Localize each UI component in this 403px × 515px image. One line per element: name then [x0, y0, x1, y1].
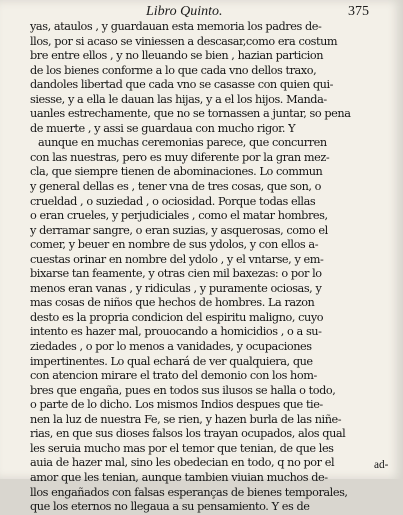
running-title: Libro Quinto.	[146, 4, 223, 19]
text-line: bre entre ellos , y no lleuando se bien , hazian particion	[30, 49, 324, 63]
text-line: amor que les tenian, aunque tambien viuian muchos de-	[30, 470, 328, 484]
text-line: desto es la propria condicion del espiritu maligno, cuyo	[30, 310, 324, 324]
text-line: llos engañados con falsas esperanças de bienes temporales,	[30, 485, 348, 499]
page-number: 375	[348, 4, 369, 19]
text-line: bres que engaña, pues en todos sus ilusos se halla o todo,	[30, 383, 336, 397]
text-line: con atencion mirare el trato del demonio con los hom-	[30, 369, 317, 383]
text-line: menos eran vanas , y ridiculas , y puramente ociosas, y	[30, 281, 322, 295]
text-line: crueldad , o suziedad , o ociosidad. Porque todas ellas	[30, 194, 316, 208]
text-line: de muerte , y assi se guardaua con mucho rigor. Y	[30, 121, 296, 135]
text-line: rias, en que sus dioses falsos los trayan ocupados, alos qual	[30, 427, 346, 441]
text-line: o parte de lo dicho. Los mismos Indios despues que tie-	[30, 398, 323, 412]
text-line: cuestas orinar en nombre del ydolo , y el vntarse, y em-	[30, 252, 324, 266]
text-line: o eran crueles, y perjudiciales , como el matar hombres,	[30, 209, 328, 223]
text-line: comer, y beuer en nombre de sus ydolos, y con ellos a-	[30, 238, 319, 252]
text-line: auia de hazer mal, sino les obedecian en todo, q no por el	[30, 456, 335, 470]
text-line: dandoles libertad que cada vno se casasse con quien qui-	[30, 78, 334, 92]
text-line: siesse, y a ella le dauan las hijas, y a el los hijos. Manda-	[30, 92, 327, 106]
text-line: aunque en muchas ceremonias parece, que concurren	[38, 136, 327, 150]
body-text	[30, 20, 402, 515]
text-line: yas, ataulos , y guardauan esta memoria los padres de-	[30, 20, 322, 33]
text-line: llos, por si acaso se viniessen a descasar,como era costum	[30, 34, 338, 48]
text-line: impertinentes. Lo qual echará de ver qualquiera, que	[30, 354, 313, 368]
catchword: ad-	[374, 459, 389, 471]
text-line: y derramar sangre, o eran suzias, y asquerosas, como el	[30, 223, 328, 237]
text-line: bixarse tan feamente, y otras cien mil baxezas: o por lo	[30, 267, 322, 281]
text-line: con las nuestras, pero es muy diferente por la gran mez-	[30, 150, 330, 164]
text-line: mas cosas de niños que hechos de hombres. La razon	[30, 296, 315, 310]
text-line: y general dellas es , tener vna de tres cosas, que son, o	[30, 180, 322, 194]
text-line: que los eternos no llegaua a su pensamiento. Y es de	[30, 500, 310, 514]
text-line: cla, que siempre tienen de abominaciones. Lo commun	[30, 165, 323, 179]
text-line: les seruia mucho mas por el temor que tenian, de que les	[30, 441, 334, 455]
text-line: intento es hazer mal, prouocando a homicidios , o a su-	[30, 325, 322, 339]
text-line: uanles estrechamente, que no se tornassen a juntar, so pena	[30, 107, 351, 121]
text-line: nen la luz de nuestra Fe, se rien, y hazen burla de las niñe-	[30, 412, 342, 426]
text-line: ziedades , o por lo menos a vanidades, y ocupaciones	[30, 340, 312, 354]
text-line: de los bienes conforme a lo que cada vno dellos traxo,	[30, 63, 317, 77]
